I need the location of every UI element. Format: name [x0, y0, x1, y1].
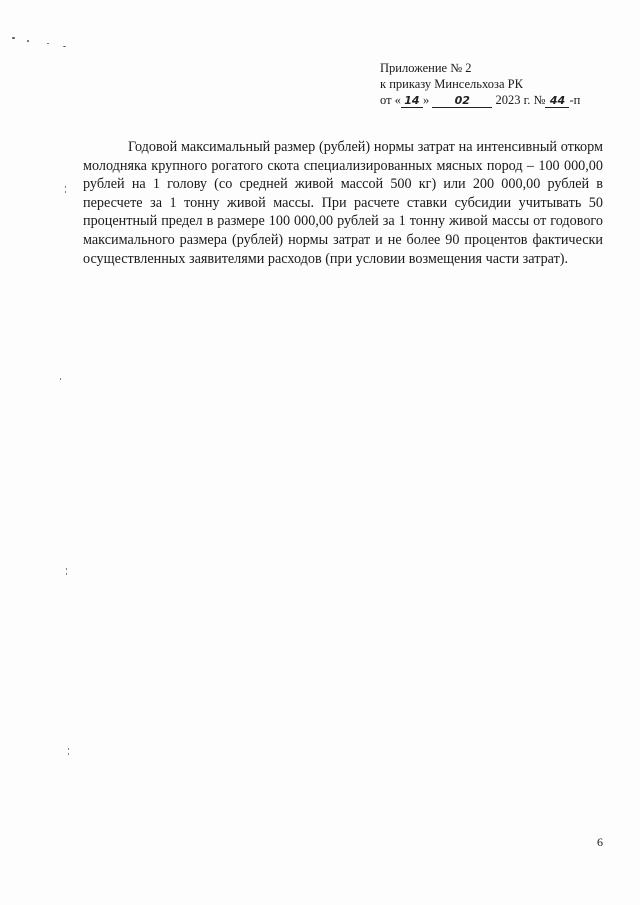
order-number: 44	[545, 94, 569, 108]
scan-speck	[65, 186, 66, 188]
date-quote-close: »	[422, 93, 430, 107]
scan-speck	[60, 378, 61, 380]
main-paragraph: Годовой максимальный размер (рублей) нормы затрат на интенсивный откорм молодняка крупного рогатого скота специализированных мясных пород – 100 000,00 рублей на 1 голову (со средней живой массой 500 кг) или 200 000,00 рублей в пересчете за 1 тонну живой массы. При расчете ставки субсидии учитывать 50 процентный предел в размере 100 000,00 рублей за 1 тонну живой массы от годового максимального размера (рублей) нормы затрат и не более 90 процентов фактически осуществленных заявителями расходов (при условии возмещения части затрат).	[83, 139, 603, 267]
scan-speck	[66, 573, 67, 575]
page-number: 6	[597, 835, 603, 849]
appendix-header	[380, 60, 610, 108]
scan-speck	[68, 748, 69, 750]
appendix-title: Приложение № 2	[380, 61, 472, 75]
order-day: 14	[401, 94, 423, 108]
scan-speck	[63, 46, 66, 47]
scan-speck	[27, 40, 29, 42]
scan-speck	[65, 191, 66, 193]
order-suffix: -п	[569, 93, 581, 107]
scan-speck	[47, 43, 49, 44]
scan-speck	[66, 568, 67, 570]
order-reference: к приказу Минсельхоза РК	[380, 77, 523, 91]
scan-speck	[68, 753, 69, 755]
order-month: 02	[432, 94, 492, 108]
date-prefix: от «	[380, 93, 401, 107]
order-year-label: 2023 г. №	[495, 93, 546, 107]
order-date-line	[380, 92, 610, 108]
scan-speck	[12, 37, 15, 39]
